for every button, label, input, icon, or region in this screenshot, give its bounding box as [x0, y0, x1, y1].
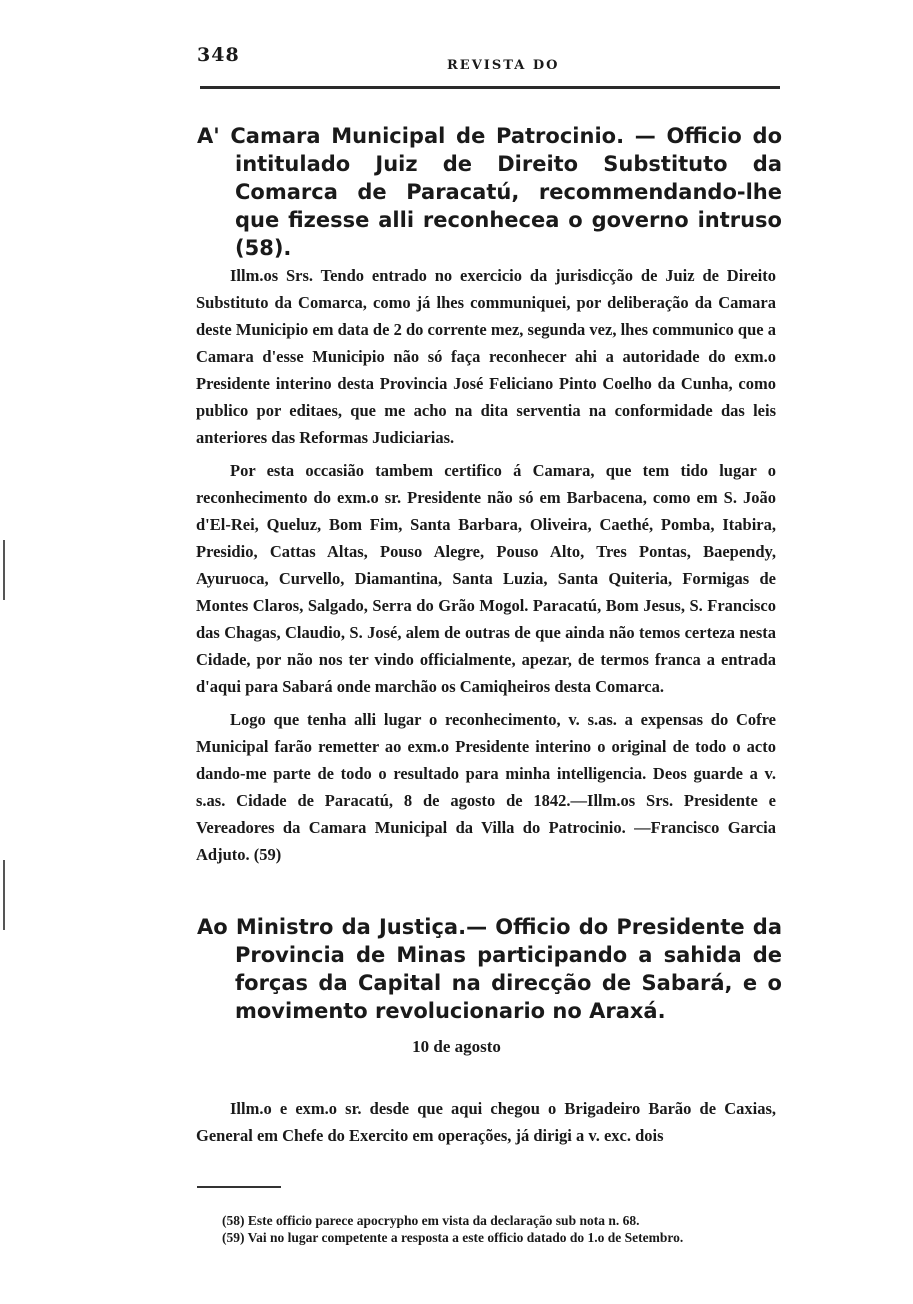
- article2-paragraph: Illm.o e exm.o sr. desde que aqui chegou o Brigadeiro Barão de Caxias, General em Chefe do Exercito em operações, já dirigi a v. exc. dois: [196, 1099, 776, 1145]
- page-number: 348: [197, 44, 240, 66]
- article2-dateline: 10 de agosto: [412, 1037, 501, 1056]
- article1-paragraph: Por esta occasião tambem certifico á Camara, que tem tido lugar o reconhecimento do exm.o sr. Presidente não só em Barbacena, como em S. João d'El-Rei, Queluz, Bom Fim, Santa Barbara, Oliveira, Caethé, Pomba, Itabira, Presidio, Cattas Altas, Pouso Alegre, Pouso Alto, Tres Pontas, Baependy, Ayuruoca, Curvello, Diamantina, Santa Luzia, Santa Quiteria, Formigas de Montes Claros, Salgado, Serra do Grão Mogol. Paracatú, Bom Jesus, S. Francisco das Chagas, Claudio, S. José, alem de outras de que ainda não temos certeza nesta Cidade, por não nos ter vindo officialmente, apezar, de termos franca a entrada d'aqui para Sabará onde marchão os Camiqheiros desta Comarca.: [196, 461, 776, 696]
- margin-mark: [3, 860, 5, 930]
- article1-heading-text: A' Camara Municipal de Patrocinio. — Officio do intitulado Juiz de Direito Substituto da Comarca de Paracatú, recommendando-lhe que fizesse alli reconhecea o governo intruso (58).: [197, 124, 782, 260]
- article1-body: [196, 262, 776, 868]
- article2-body: [196, 1095, 776, 1149]
- footnotes: [190, 1212, 775, 1246]
- running-head: REVISTA DO: [447, 58, 560, 73]
- article1-paragraph: Illm.os Srs. Tendo entrado no exercicio da jurisdicção de Juiz de Direito Substituto da Comarca, como já lhes communiquei, por deliberação da Camara deste Municipio em data de 2 do corrente mez, segunda vez, lhes communico que a Camara d'esse Municipio não só faça reconhecer ahi a autoridade do exm.o Presidente interino desta Provincia José Feliciano Pinto Coelho da Cunha, como publico por editaes, que me acho na dita serventia na conformidade das leis anteriores das Reformas Judiciarias.: [196, 266, 776, 447]
- article1-heading: [197, 122, 782, 262]
- article2-heading: [197, 913, 782, 1025]
- footnote-rule: [197, 1186, 281, 1188]
- footnote-59: (59) Vai no lugar competente a resposta a este officio datado do 1.o de Setembro.: [222, 1230, 684, 1245]
- article2-heading-text: Ao Ministro da Justiça.— Officio do Presidente da Provincia de Minas participando a sahida de forças da Capital na direcção de Sabará, e o movimento revolucionario no Araxá.: [197, 915, 782, 1023]
- margin-mark: [3, 540, 5, 600]
- article1-paragraph: Logo que tenha alli lugar o reconhecimento, v. s.as. a expensas do Cofre Municipal farão remetter ao exm.o Presidente interino o original de todo o acto dando-me parte de todo o resultado para minha intelligencia. Deos guarde a v. s.as. Cidade de Paracatú, 8 de agosto de 1842.—Illm.os Srs. Presidente e Vereadores da Camara Municipal da Villa do Patrocinio. —Francisco Garcia Adjuto. (59): [196, 710, 776, 864]
- header-rule: [200, 86, 780, 89]
- footnote-58: (58) Este officio parece apocrypho em vista da declaração sub nota n. 68.: [222, 1213, 640, 1228]
